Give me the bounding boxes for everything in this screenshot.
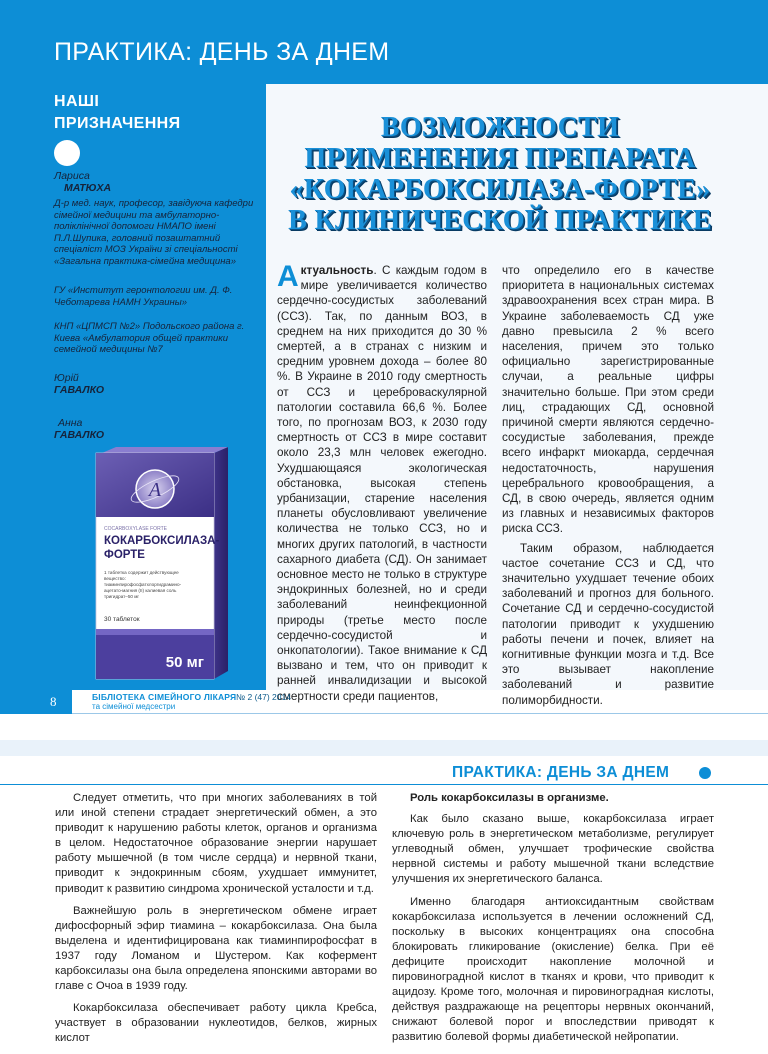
page2-col1-paragraph-2: Важнейшую роль в энергетическом обмене играет дифосфорный эфир тиамина – кокарбоксилаза. Она была выделена и идентифицирована как тиаминпирофосфат в 1937 году Ломаном и Шустером. Как кофермент карбоксилазы она была определена японскими авторами во главе с Очоа в 1939 году. bbox=[55, 904, 377, 993]
page2-column-1 bbox=[55, 791, 377, 1054]
drop-cap: А bbox=[277, 260, 299, 293]
sidebar-heading bbox=[54, 91, 181, 135]
sidebar-heading-line1: НАШІ bbox=[54, 93, 100, 110]
affiliation-2: КНП «ЦПМСП №2» Подольского района г. Киева «Амбулатория общей практики семейной медицины №7 bbox=[54, 321, 245, 355]
footer-journal-name: БІБЛІОТЕКА СІМЕЙНОГО ЛІКАРЯ bbox=[92, 692, 237, 702]
author3-last-name: ГАВАЛКО bbox=[54, 429, 105, 441]
article-column-2 bbox=[502, 263, 714, 708]
author2-first-name: Юрій bbox=[54, 372, 79, 384]
page2-subheading: Роль кокарбоксилазы в организме. bbox=[410, 792, 609, 804]
author2-name bbox=[54, 372, 104, 396]
lead-term: ктуальность bbox=[300, 264, 374, 277]
product-count: 30 таблеток bbox=[104, 616, 140, 623]
product-desc-line2: вещество: bbox=[104, 576, 126, 581]
author2-last-name: ГАВАЛКО bbox=[54, 384, 105, 396]
column1-text: . С каждым годом в мире увеличивается количество сердечно-сосудистых заболеваний (ССЗ). Так, по данным ВОЗ, в среднем на них приходится до 30 % смертей, а в странах с низким и средним уровнем дохода – более 80 %. В Украине в 2010 году смертность от ССЗ и цереброваскулярной патологии составила 66,6 %. Более того, по прогнозам ВОЗ, к 2030 году смертность от ССЗ в мире составит около 23,3 млн человек ежегодно. Ухудшающаяся экологическая обстановка, высокая степень урбанизации, старение населения планеты обусловливают увеличение количества не только ССЗ, но и многих других патологий, в частности сахарного диабета (СД). Он занимает основное место не только в структуре эндокринных болезней, но и среди заболеваний неинфекционной природы (третье место после сердечно-сосудистой и онкопатологии). Такое внимание к СД вызвано и тем, что он приводит к ранней инвалидизации и высокой смертности среди пациентов, bbox=[277, 264, 487, 703]
product-latin-name: COCARBOXYLASE FORTE bbox=[104, 526, 167, 532]
author1-name bbox=[54, 170, 111, 194]
author1-last-name: МАТЮХА bbox=[64, 182, 112, 194]
footer-issue: № 2 (47) 2014 bbox=[236, 692, 291, 702]
product-desc-line1: 1 таблетка содержит действующее bbox=[104, 570, 179, 575]
footer-page-tab bbox=[0, 690, 72, 714]
sidebar-heading-line2: ПРИЗНАЧЕННЯ bbox=[54, 115, 181, 132]
author1-first-name: Лариса bbox=[54, 170, 90, 182]
logo-letter: A bbox=[148, 479, 162, 501]
product-desc-line4: ацетато-магния (II) калиевая соль bbox=[104, 588, 177, 593]
product-desc-line5: тригидрат–50 мг bbox=[104, 594, 140, 599]
product-name-line2: ФОРТЕ bbox=[104, 549, 145, 561]
author3-first-name: Анна bbox=[58, 417, 83, 429]
circle-icon bbox=[699, 767, 711, 779]
section-title: ПРАКТИКА: ДЕНЬ ЗА ДНЕМ bbox=[54, 38, 390, 66]
page2-col2-paragraph-1: Как было сказано выше, кокарбоксилаза играет ключевую роль в энергетическом метаболизме, регулирует углеводный обмен, улучшает трофические свойства нервной системы и работу мышечной ткани вследствие улучшения их энергетического баланса. bbox=[392, 813, 714, 886]
page-header bbox=[0, 0, 768, 84]
product-name-line1: КОКАРБОКСИЛАЗА- bbox=[104, 535, 220, 547]
page2-section-title: ПРАКТИКА: ДЕНЬ ЗА ДНЕМ bbox=[452, 764, 670, 781]
page2-top-band bbox=[0, 740, 768, 756]
circle-icon bbox=[54, 140, 80, 166]
article-title-line2: ПРИМЕНЕНИЯ ПРЕПАРАТА bbox=[304, 143, 696, 174]
page2-header-divider bbox=[0, 784, 768, 785]
page2-col2-paragraph-2: Именно благодаря антиоксидантным свойствам кокарбоксилаза используется в лечении осложнений СД, поскольку в высоких концентрациях она способна блокировать гликирование (окисление) белка. При её дефиците происходит накопление молочной и пировиноградной кислот в тканях и крови, что приводит к ацидозу. Кроме того, молочная и пировиноградная кислоты, действуя раздражающе на рецепторы нервных окончаний, снижают болевой порог и впоследствии приводят к развитию болевой формы диабетической нейропатии. bbox=[392, 895, 714, 1044]
article-title-line1: ВОЗМОЖНОСТИ bbox=[380, 112, 620, 143]
article-title bbox=[270, 112, 730, 236]
article-column-1 bbox=[277, 260, 487, 704]
article-title-line3: «КОКАРБОКСИЛАЗА-ФОРТЕ» bbox=[289, 174, 711, 205]
footer-journal-subtitle: та сімейної медсестри bbox=[92, 702, 176, 711]
author1-description: Д-р мед. наук, професор, завідуюча кафедри сімейної медицини та амбулаторно-поліклінічної допомоги НМАПО імені П.Л.Шупика, головний позаштатний спеціаліст МОЗ України зі спеціальності «Загальна практика-сімейна медицина» bbox=[54, 198, 254, 267]
product-dose: 50 мг bbox=[165, 654, 204, 671]
column2-paragraph-1: что определило его в качестве приоритета в национальных системах здравоохранения всех стран мира. В Украине заболеваемость СД уже давно превысила 2 % всего населения, причем это только официально зарегистрированные случаи, а реальные цифры значительно больше. При этом среди лиц, страдающих СД, основной причиной смерти являются сердечно-сосудистые заболевания, прежде всего инфаркт миокарда, сердечная недостаточность, нарушения церебрального кровообращения, а СД, в свою очередь, является одним из главных и независимых факторов риска ССЗ. bbox=[502, 264, 714, 536]
column2-paragraph-2: Таким образом, наблюдается частое сочетание ССЗ и СД, что значительно ухудшает течение обоих заболеваний и прогноз для больного. Сочетание СД и сердечно-сосудистой патологии приводит к ухудшению работы печени и почек, влияет на когнитивные функции мозга и т.д. Все это вызывает накопление заболеваний и развитие полиморбидности. bbox=[502, 541, 714, 707]
article-title-line4: В КЛИНИЧЕСКОЙ ПРАКТИКЕ bbox=[288, 205, 712, 236]
page2-column-2 bbox=[392, 791, 714, 1053]
author3-name bbox=[54, 417, 104, 441]
product-desc-line3: тиаминпирофосфатхлоргидрамино- bbox=[104, 582, 182, 587]
footer-divider bbox=[72, 713, 768, 714]
affiliation-1: ГУ «Институт геронтологии им. Д. Ф. Чеботарева НАМН Украины» bbox=[54, 285, 233, 308]
page2-col1-paragraph-1: Следует отметить, что при многих заболеваниях в той или иной степени страдает энергетический обмен, а это приводит к нарушению работы клеток, органов и организма в целом. Недостаточное образование энергии нарушает работу мышечной (в том числе сердца) и нервной ткани, приводит к эндокринным сбоям, ухудшает иммунитет, приводит к развитию синдрома хронической усталости и т.д. bbox=[55, 792, 377, 895]
page2-col1-paragraph-3: Кокарбоксилаза обеспечивает работу цикла Кребса, участвует в образовании нуклеотидов, белков, жирных кислот bbox=[55, 1002, 377, 1045]
page-number: 8 bbox=[50, 694, 57, 709]
product-box-image bbox=[96, 443, 241, 679]
